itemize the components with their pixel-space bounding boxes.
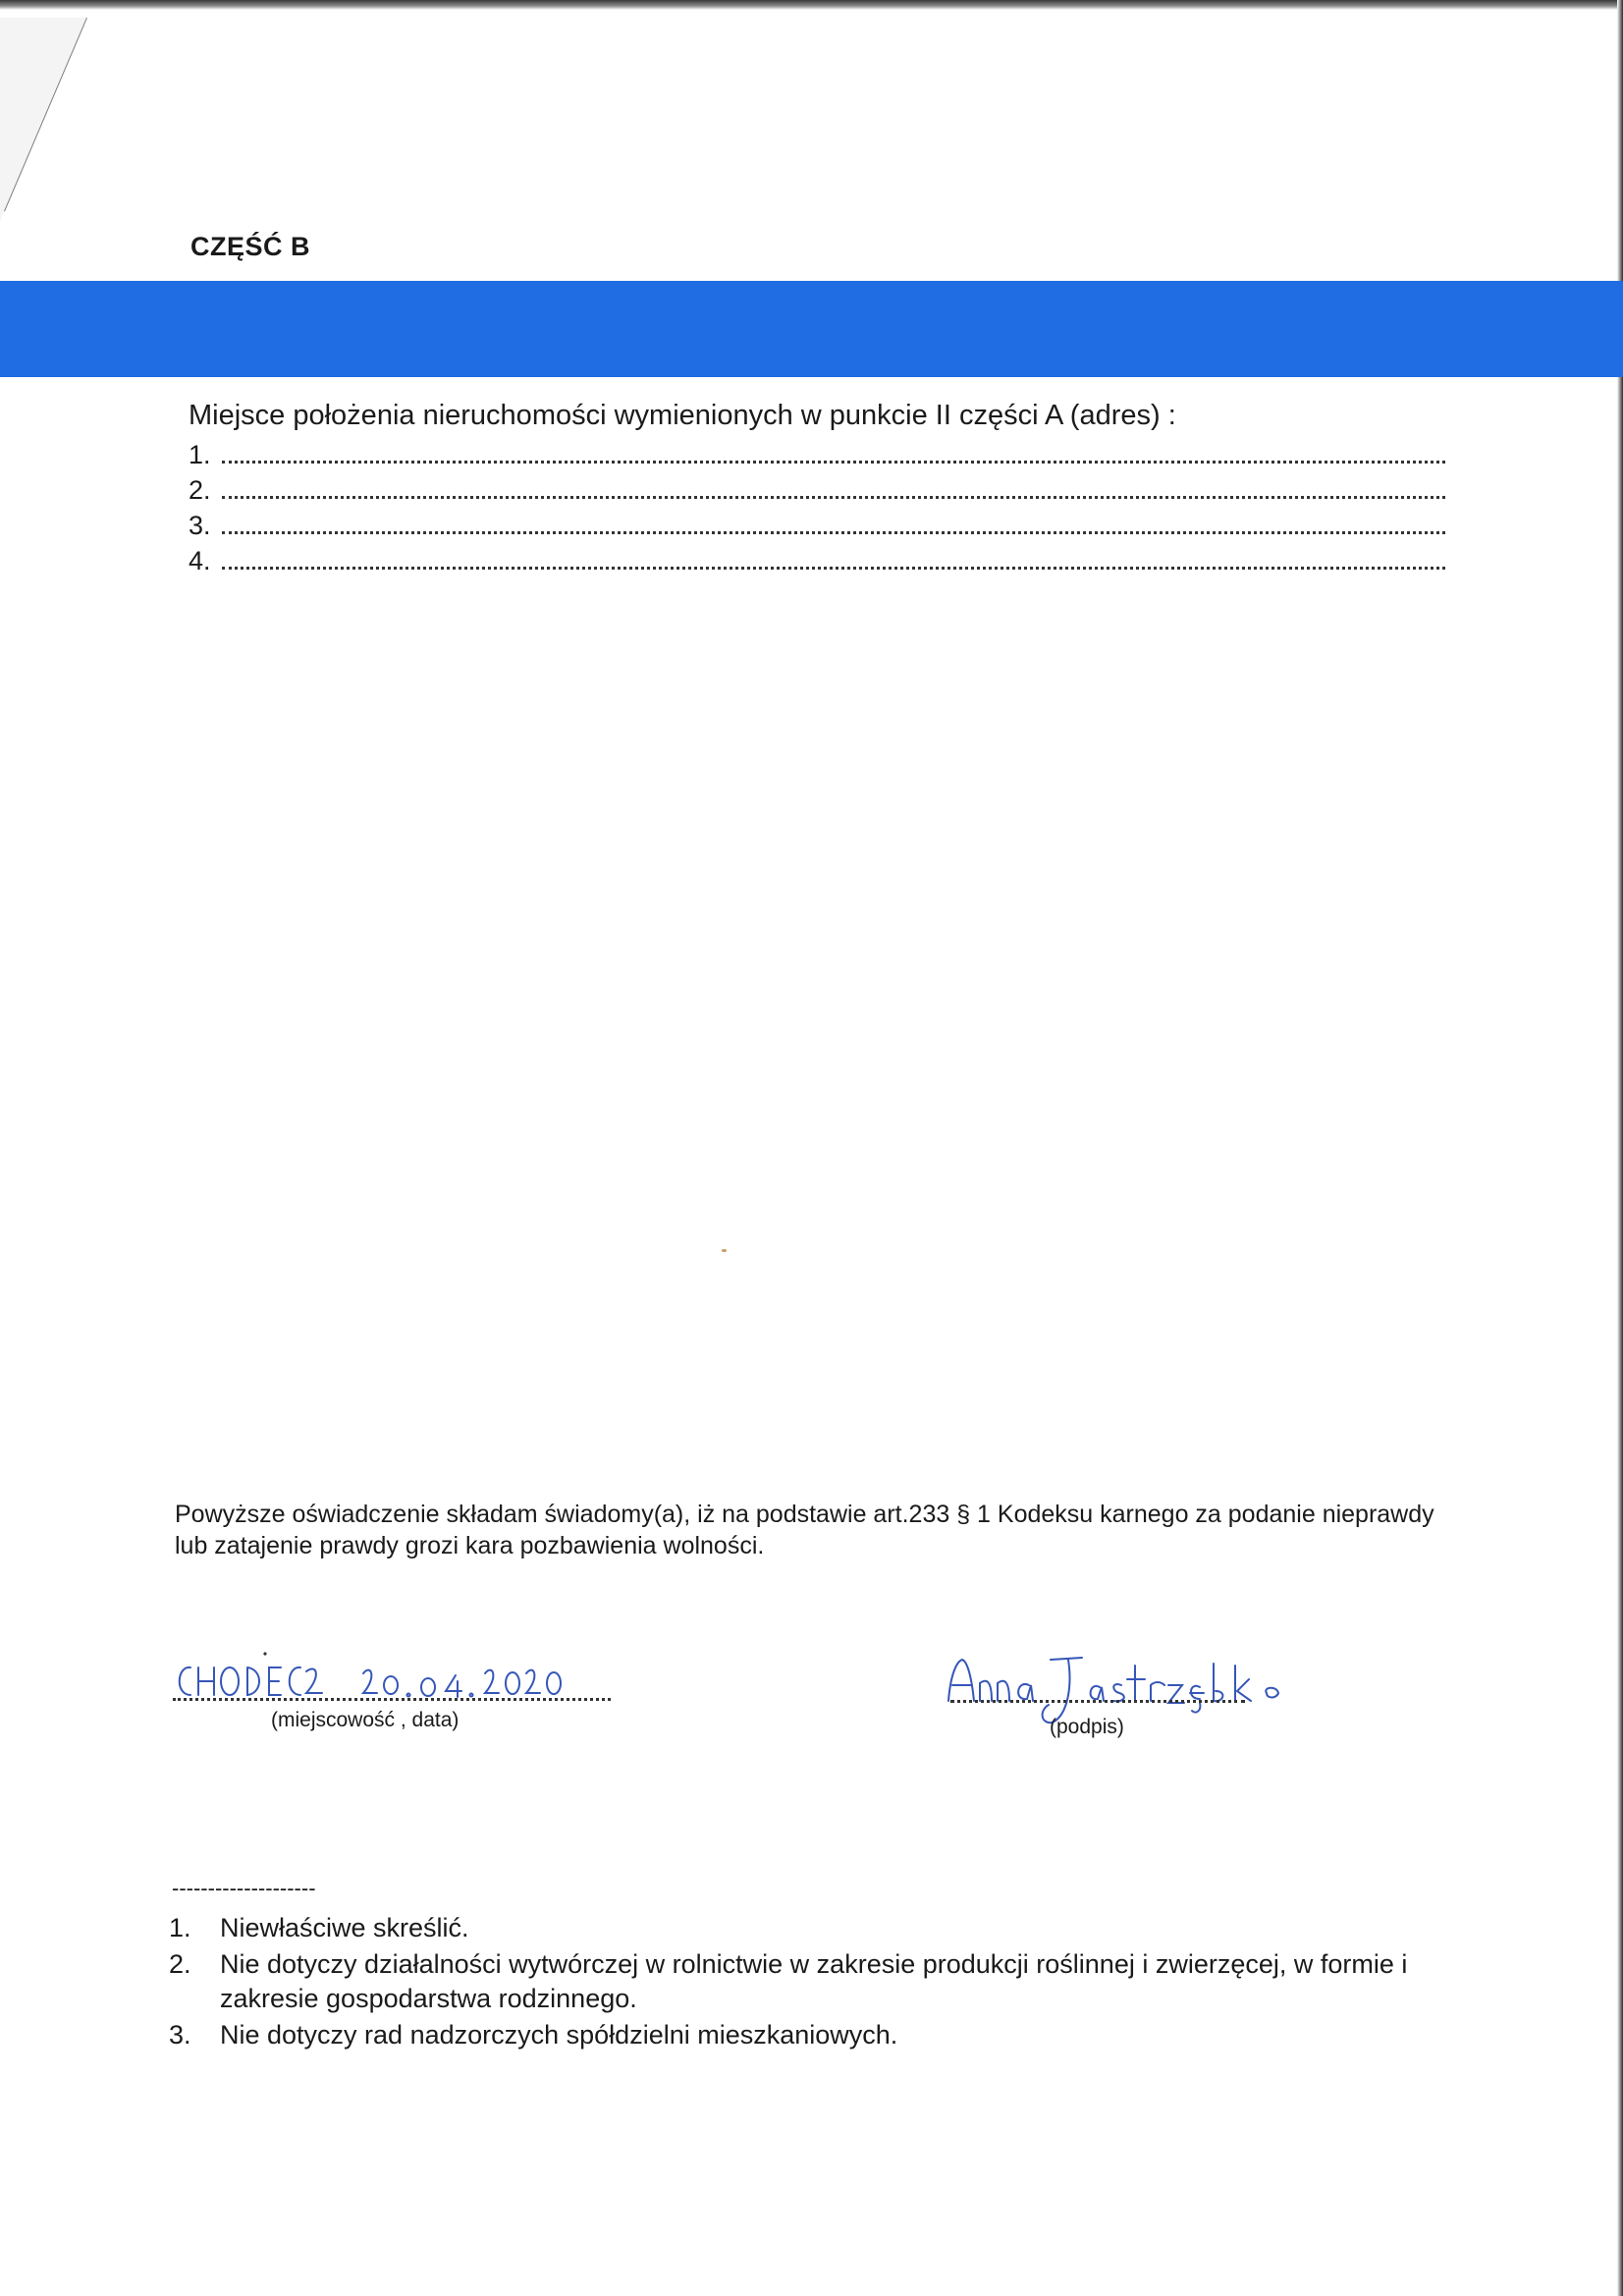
signature-caption: (podpis) [1050,1716,1124,1738]
location-row-1 [189,437,1445,472]
location-row-number: 1. [189,440,211,469]
legal-statement: Powyższe oświadczenie składam świadomy(a), iż na podstawie art.233 § 1 Kodeksu karnego za podanie nieprawdy lub zatajenie prawdy grozi kara pozbawienia wolności. [175,1501,1434,1559]
signature-line [950,1700,1245,1703]
footnote-separator: -------------------- [172,1876,316,1900]
scan-speck [722,1249,727,1252]
place-date-caption: (miejscowość , data) [271,1709,460,1731]
footnote-text: Niewłaściwe skreślić. [220,1913,469,1942]
location-row-number: 4. [189,546,211,575]
location-row-4 [189,543,1445,578]
footnote-item [169,1911,1445,1945]
location-fill-line [222,566,1445,570]
location-row-number: 3. [189,511,211,540]
location-row-2 [189,472,1445,508]
footnote-number: 3. [169,2020,191,2050]
location-fill-line [222,530,1445,534]
footnote-text: Nie dotyczy rad nadzorczych spółdzielni mieszkaniowych. [220,2020,898,2050]
footnotes-list [169,1911,1445,2054]
section-header-band [0,281,1623,377]
property-location-heading: Miejsce położenia nieruchomości wymienionych w punkcie II części A (adres) : [189,400,1176,431]
footnote-item [169,1947,1445,2016]
location-row-3 [189,508,1445,543]
handwritten-signature [943,1646,1306,1734]
place-date-line [173,1698,611,1701]
section-title: CZĘŚĆ B [190,232,311,261]
location-fill-line [222,460,1445,464]
footnote-item [169,2018,1445,2052]
scan-top-edge [0,0,1623,10]
footnote-number: 1. [169,1913,191,1942]
location-fill-line [222,495,1445,499]
footnote-number: 2. [169,1949,191,1979]
folded-corner-mark [0,0,118,236]
footnote-text: Nie dotyczy działalności wytwórczej w rolnictwie w zakresie produkcji roślinnej i zwierzęcej, w formie i zakresie gospodarstwa rodzinnego. [220,1949,1408,2013]
property-location-list [189,398,1445,578]
location-row-number: 2. [189,475,211,505]
